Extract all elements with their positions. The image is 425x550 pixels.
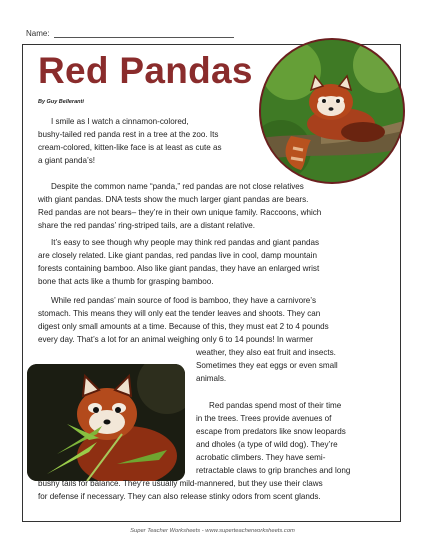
byline: By Guy Belleranti (38, 99, 84, 105)
text-line: stomach. This means they will only eat the tender leaves and shoots. They can (38, 309, 321, 318)
text-line: weather, they also eat fruit and insects. (196, 348, 336, 357)
text-line: retractable claws to grip branches and long (196, 466, 351, 475)
paragraph-4 (38, 294, 338, 385)
text-line: with giant pandas. DNA tests show the much larger giant pandas are bears. (38, 195, 309, 204)
paragraph-2 (38, 180, 321, 232)
text-line: Red pandas are not bears– they’re in their own unique family. Raccoons, which (38, 208, 322, 217)
text-line: and dholes (a type of wild dog). They’re (196, 440, 338, 449)
name-row (26, 28, 234, 38)
footer-credit: Super Teacher Worksheets - www.superteacherworksheets.com (130, 528, 295, 534)
text-line: for defense if necessary. They can also release stinky odors from scent glands. (38, 492, 321, 501)
paragraph-3 (38, 236, 319, 288)
text-line: cream-colored, kitten-like face is at least as cute as (38, 143, 222, 152)
text-line: a giant panda’s! (38, 156, 96, 165)
text-line: acrobatic climbers. They have semi- (196, 453, 326, 462)
text-line: Despite the common name “panda,” red pandas are not close relatives (51, 182, 304, 191)
text-line: animals. (196, 374, 227, 383)
name-label: Name: (26, 29, 50, 38)
text-line: I smile as I watch a cinnamon-colored, (51, 117, 189, 126)
text-line: It’s easy to see though why people may think red pandas and giant pandas (51, 238, 320, 247)
text-line: escape from predators like snow leopards (196, 427, 346, 436)
text-line: every day. That’s a lot for an animal weighing only 6 to 14 pounds! In warmer (38, 335, 313, 344)
text-line: in the trees. Trees provide avenues of (196, 414, 332, 423)
name-line[interactable] (54, 28, 234, 38)
text-line: bushy-tailed red panda rest in a tree at the zoo. Its (38, 130, 219, 139)
text-line: are closely related. Like giant pandas, red pandas live in cool, damp mountain (38, 251, 317, 260)
text-line: forests containing bamboo. Also like giant pandas, they have an enlarged wrist (38, 264, 320, 273)
text-line: bone that acts like a thumb for grasping bamboo. (38, 277, 214, 286)
text-line: digest only small amounts at a time. Because of this, they must eat 2 to 4 pounds (38, 322, 329, 331)
page-title: Red Pandas (38, 50, 253, 91)
text-line: share the red pandas’ ring-striped tails, are a distant relative. (38, 221, 255, 230)
text-line: While red pandas’ main source of food is bamboo, they have a carnivore’s (51, 296, 316, 305)
text-line: Red pandas spend most of their time (209, 401, 342, 410)
paragraph-5 (38, 399, 350, 503)
text-line: Sometimes they eat eggs or even small (196, 361, 338, 370)
red-panda-in-tree-photo (259, 38, 405, 184)
paragraph-1 (38, 115, 222, 167)
text-line: bushy tails for balance. They’re usually mild-mannered, but they use their claws (38, 479, 323, 488)
red-panda-in-tree-icon (261, 40, 405, 184)
